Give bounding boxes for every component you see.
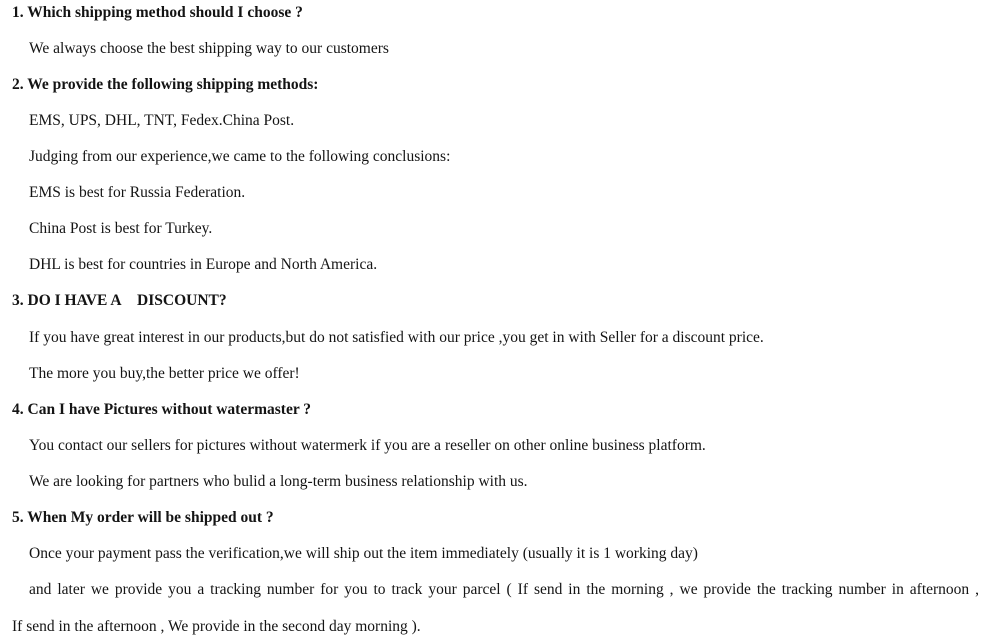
- faq-answer-line: You contact our sellers for pictures without watermerk if you are a reseller on other online business platform.: [29, 437, 706, 454]
- faq-question-1: 1. Which shipping method should I choose ?: [12, 4, 303, 21]
- faq-answer-line: DHL is best for countries in Europe and North America.: [29, 256, 378, 273]
- faq-answer-line: EMS, UPS, DHL, TNT, Fedex.China Post.: [29, 112, 295, 129]
- faq-question-5: 5. When My order will be shipped out ?: [12, 509, 274, 526]
- faq-question-2: 2. We provide the following shipping methods:: [12, 76, 319, 93]
- faq-question-4: 4. Can I have Pictures without watermaster ?: [12, 401, 312, 418]
- faq-answer-line: Once your payment pass the verification,we will ship out the item immediately (usually it is 1 working day): [29, 545, 698, 562]
- faq-answer-line: The more you buy,the better price we offer!: [29, 365, 300, 382]
- faq-answer-line: If you have great interest in our products,but do not satisfied with our price ,you get in with Seller for a discount price.: [29, 329, 764, 346]
- faq-question-3: 3. DO I HAVE A DISCOUNT?: [12, 292, 227, 309]
- faq-answer-line: and later we provide you a tracking number for you to track your parcel ( If send in the morning , we provide the tracking number in afternoon ,: [29, 581, 979, 598]
- faq-answer-line: If send in the afternoon , We provide in the second day morning ).: [12, 618, 421, 635]
- faq-answer-line: We always choose the best shipping way to our customers: [29, 40, 389, 57]
- faq-answer-line: Judging from our experience,we came to the following conclusions:: [29, 148, 451, 165]
- faq-answer-line: China Post is best for Turkey.: [29, 220, 213, 237]
- faq-answer-line: EMS is best for Russia Federation.: [29, 184, 246, 201]
- faq-answer-line: We are looking for partners who bulid a long-term business relationship with us.: [29, 473, 528, 490]
